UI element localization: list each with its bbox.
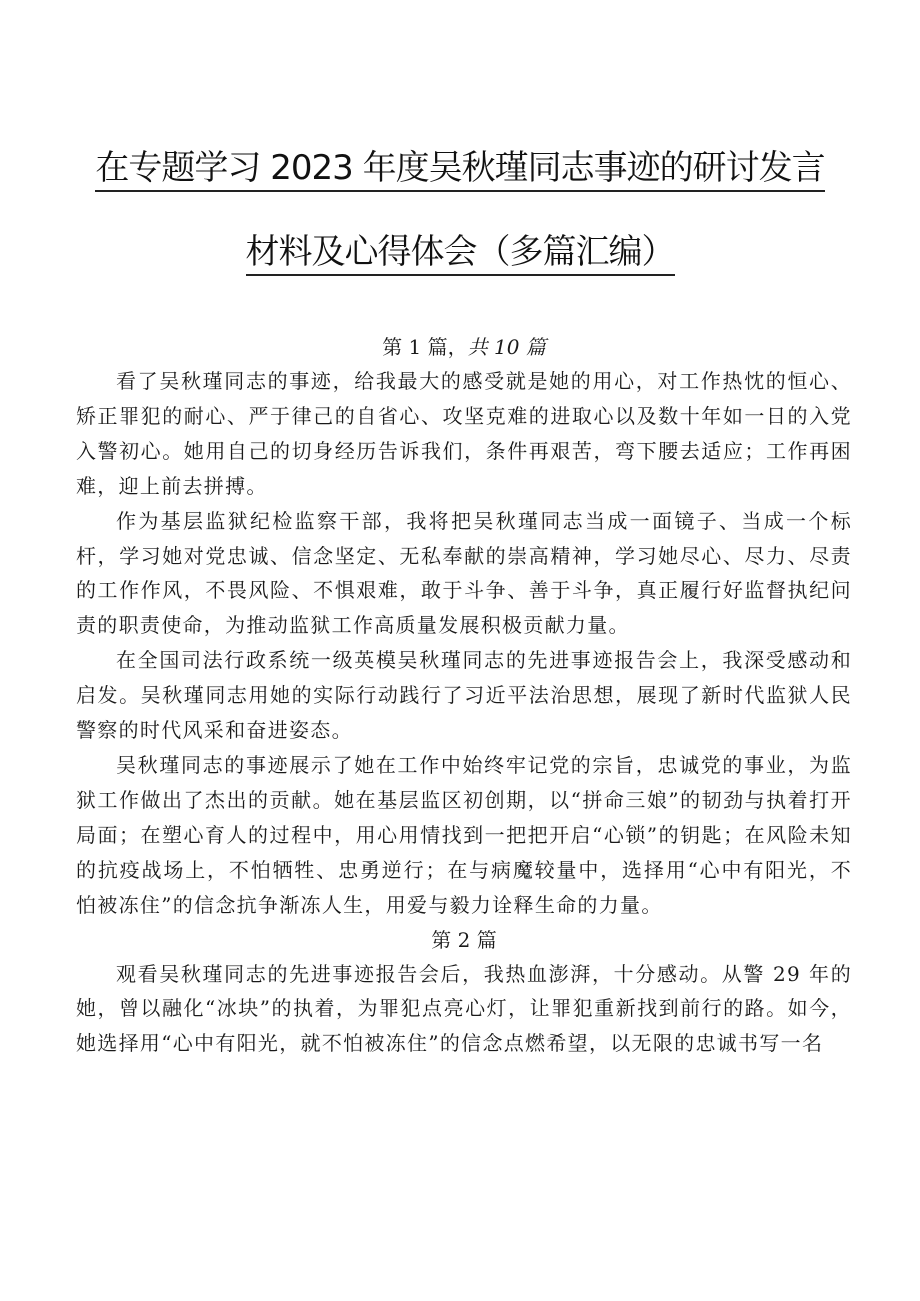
- document-title-text-2: 材料及心得体会（多篇汇编）: [246, 232, 675, 276]
- paragraph: 在全国司法行政系统一级英模吴秋瑾同志的先进事迹报告会上，我深受感动和启发。吴秋瑾同志用她的实际行动践行了习近平法治思想，展现了新时代监狱人民警察的时代风采和奋进姿态。: [76, 648, 852, 743]
- document-title-line-2: [40, 224, 880, 273]
- section-heading-1-main: 第 1 篇，: [382, 335, 468, 359]
- document-body: [76, 330, 852, 1061]
- paragraph: 作为基层监狱纪检监察干部，我将把吴秋瑾同志当成一面镜子、当成一个标杆，学习她对党忠诚、信念坚定、无私奉献的崇高精神，学习她尽心、尽力、尽责的工作作风，不畏风险、不惧艰难，敢于斗争、善于斗争，真正履行好监督执纪问责的职责使命，为推动监狱工作高质量发展积极贡献力量。: [76, 508, 852, 638]
- paragraph: 吴秋瑾同志的事迹展示了她在工作中始终牢记党的宗旨，忠诚党的事业，为监狱工作做出了杰出的贡献。她在基层监区初创期，以“拼命三娘”的韧劲与执着打开局面；在塑心育人的过程中，用心用情找到一把把开启“心锁”的钥匙；在风险未知的抗疫战场上，不怕牺牲、忠勇逆行；在与病魔较量中，选择用“心中有阳光，不怕被冻住”的信念抗争渐冻人生，用爱与毅力诠释生命的力量。: [76, 752, 852, 917]
- paragraph: 观看吴秋瑾同志的先进事迹报告会后，我热血澎湃，十分感动。从警 29 年的她，曾以融化“冰块”的执着，为罪犯点亮心灯，让罪犯重新找到前行的路。如今，她选择用“心中有阳光，就不怕被冻住”的信念点燃希望，以无限的忠诚书写一名: [76, 961, 852, 1056]
- document-title-line-1: [40, 140, 880, 189]
- section-heading-2-main: 第 2 篇: [431, 927, 497, 952]
- section-heading-1: [76, 330, 852, 364]
- paragraph: 看了吴秋瑾同志的事迹，给我最大的感受就是她的用心，对工作热忱的恒心、矫正罪犯的耐心、严于律己的自省心、攻坚克难的进取心以及数十年如一日的入党入警初心。她用自己的切身经历告诉我们，条件再艰苦，弯下腰去适应；工作再困难，迎上前去拼搏。: [76, 369, 852, 498]
- document-title-text-1: 在专题学习 2023 年度吴秋瑾同志事迹的研讨发言: [95, 148, 824, 192]
- section-heading-1-total: 共 10 篇: [467, 335, 546, 359]
- section-heading-2: [76, 923, 852, 957]
